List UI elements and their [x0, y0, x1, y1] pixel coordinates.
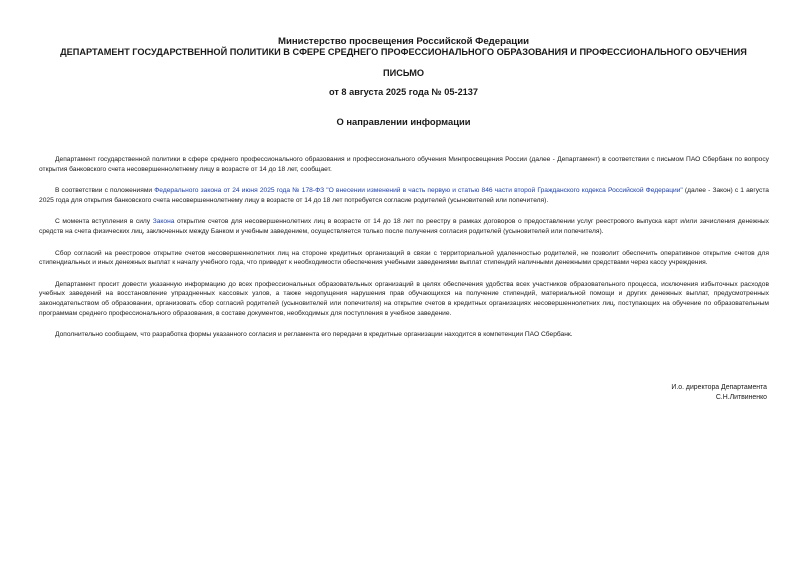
paragraph-text: (далее - Закон) с 1 августа 2025 года для открытия банковского счета несовершеннолетнему лицу в возрасте от 14 до 18 лет потребуется согласие родителей (усыновителей или попечителя).	[39, 187, 769, 204]
paragraph-text: С момента вступления в силу	[55, 218, 153, 226]
federal-law-link[interactable]: Федерального закона от 24 июня 2025 года № 178-ФЗ "О внесении изменений в часть первую и статью 846 части второй Гражданского кодекса Российской Федерации"	[154, 187, 683, 195]
paragraph-consent-collection: Сбор согласий на реестровое открытие счетов несовершеннолетних лиц на стороне кредитных организаций в связи с территориальной удаленностью родителей, не позволит обеспечить оперативное открытие счетов для стипендиальных и иных денежных выплат к началу учебного года, что приведет к необходимости обеспечения учебными заведениями выплат стипендий наличными денежными средствами через кассу учреждения.	[39, 249, 769, 267]
letter-body	[39, 155, 769, 352]
department-name: ДЕПАРТАМЕНТ ГОСУДАРСТВЕННОЙ ПОЛИТИКИ В СФЕРЕ СРЕДНЕГО ПРОФЕССИОНАЛЬНОГО ОБРАЗОВАНИЯ И ПРОФЕССИОНАЛЬНОГО ОБУЧЕНИЯ	[60, 47, 747, 57]
document-type: ПИСЬМО	[382, 68, 425, 78]
paragraph-text: открытие счетов для несовершеннолетних лиц в возрасте от 14 до 18 лет по реестру в рамках договоров о предоставлении услуг реестрового выпуска карт и/или зачисления денежных средств на счета физических лиц, заключенных между Банком и учебным заведением, осуществляется только после получения согласия родителей (усыновителей или попечителя).	[39, 218, 769, 235]
paragraph-text: В соответствии с положениями	[55, 187, 155, 195]
paragraph-additional: Дополнительно сообщаем, что разработка формы указанного согласия и регламента его передачи в кредитные организации находится в компетенции ПАО Сбербанк.	[55, 331, 573, 339]
signature-block	[671, 383, 767, 403]
paragraph-intro: Департамент государственной политики в сфере среднего профессионального образования и профессионального обучения Минпросвещения России (далее - Департамент) в соответствии с письмом ПАО Сбербанк по вопросу открытия банковского счета несовершеннолетнему лицу в возрасте от 14 до 18 лет, сообщает.	[39, 156, 769, 173]
paragraph-request: Департамент просит довести указанную информацию до всех профессиональных образовательных организаций в целях обеспечения удобства всех участников образовательного процесса, исключения избыточных расходов учебных заведений на восстановление упраздненных кассовых узлов, а также недопущения нарушения прав обучающихся на получение стипендий, материальной помощи и других денежных выплат, предусмотренных законодательством об образовании, организовать сбор согласий родителей (усыновителей или попечителя) на открытие счетов в кредитных организациях несовершеннолетних лиц, поступающих на обучение по образовательным программам среднего профессионального образования, в составе документов, необходимых для поступления в учебное заведение.	[39, 280, 769, 317]
document-date-number: от 8 августа 2025 года № 05-2137	[328, 87, 479, 97]
signatory-position: И.о. директора Департамента	[671, 384, 767, 391]
document-subject: О направлении информации	[336, 116, 471, 127]
law-link[interactable]: Закона	[152, 218, 175, 226]
paragraph-law-reference	[39, 186, 769, 205]
signatory-name: С.Н.Литвиненко	[715, 394, 767, 401]
ministry-name: Министерство просвещения Российской Федерации	[278, 36, 529, 47]
paragraph-law-effect	[39, 217, 769, 236]
